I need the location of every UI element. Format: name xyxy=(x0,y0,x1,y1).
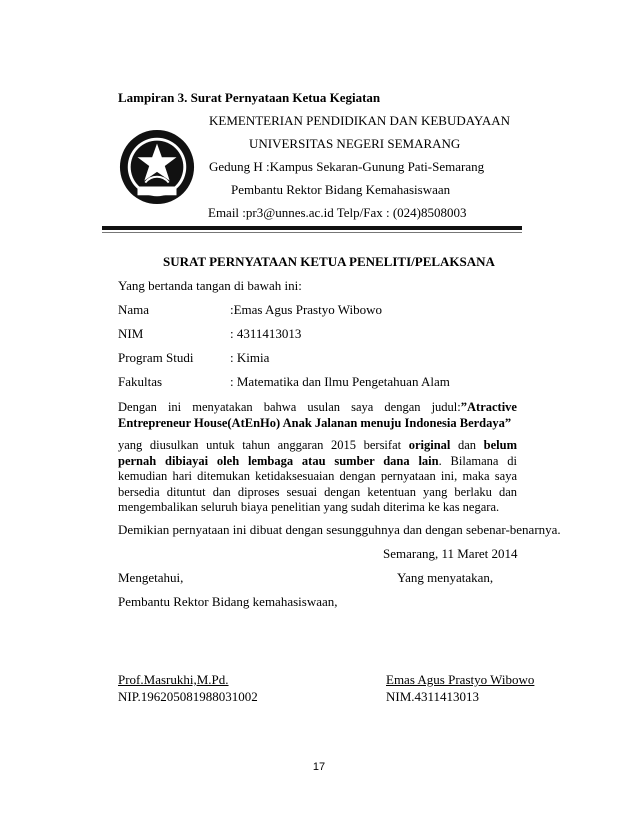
field-value: : Kimia xyxy=(230,350,270,365)
field-label: Fakultas xyxy=(118,374,163,389)
page-number: 17 xyxy=(312,761,326,773)
left-sign-name: Prof.Masrukhi,M.Pd. xyxy=(118,672,229,687)
declaration-emphasis: original xyxy=(408,438,451,452)
place-date: Semarang, 11 Maret 2014 xyxy=(383,546,518,561)
contact-info: Email :pr3@unnes.ac.id Telp/Fax : (024)8508003 xyxy=(208,205,467,220)
attachment-title: Lampiran 3. Surat Pernyataan Ketua Kegiatan xyxy=(118,90,381,105)
letter-title: SURAT PERNYATAAN KETUA PENELITI/PELAKSANA xyxy=(163,254,495,269)
university-name: UNIVERSITAS NEGERI SEMARANG xyxy=(249,136,461,151)
statement-text: Dengan ini menyatakan bahwa usulan saya dengan judul: xyxy=(118,400,461,414)
statement-paragraph xyxy=(118,400,517,431)
proposal-title: ”Atractive Entrepreneur House(AtEnHo) Anak Jalanan menuju Indonesia Berdaya” xyxy=(118,400,517,430)
declaration-text: dan xyxy=(450,438,484,452)
university-logo xyxy=(118,128,196,206)
right-sign-label: Yang menyatakan, xyxy=(397,570,494,585)
declaration-emphasis: belum pernah dibiayai oleh lembaga atau sumber dana lain xyxy=(118,438,517,468)
right-sign-id: NIM.4311413013 xyxy=(386,689,480,704)
intro-text: Yang bertanda tangan di bawah ini: xyxy=(118,278,302,293)
declaration-paragraph xyxy=(118,438,517,516)
field-label: Nama xyxy=(118,302,150,317)
field-label: NIM xyxy=(118,326,144,341)
field-label: Program Studi xyxy=(118,350,194,365)
left-sign-id: NIP.196205081988031002 xyxy=(118,689,258,704)
field-value: :Emas Agus Prastyo Wibowo xyxy=(230,302,382,317)
left-sign-label: Mengetahui, xyxy=(118,570,184,585)
right-sign-name: Emas Agus Prastyo Wibowo xyxy=(386,672,535,687)
field-value: : Matematika dan Ilmu Pengetahuan Alam xyxy=(230,374,450,389)
university-address: Gedung H :Kampus Sekaran-Gunung Pati-Semarang xyxy=(209,159,485,174)
ministry-name: KEMENTERIAN PENDIDIKAN DAN KEBUDAYAAN xyxy=(209,113,511,128)
declaration-text: yang diusulkan untuk tahun anggaran 2015 bersifat xyxy=(118,438,409,452)
header-divider-thin xyxy=(102,232,522,233)
field-value: : 4311413013 xyxy=(230,326,302,341)
header-divider xyxy=(102,226,522,230)
closing-statement: Demikian pernyataan ini dibuat dengan sesungguhnya dan dengan sebenar-benarnya. xyxy=(118,522,561,537)
left-sign-role: Pembantu Rektor Bidang kemahasiswaan, xyxy=(118,594,338,609)
office-name: Pembantu Rektor Bidang Kemahasiswaan xyxy=(231,182,451,197)
declaration-text: . Bilamana di kemudian hari ditemukan ketidaksesuaian dengan pernyataan ini, maka saya bersedia dituntut dan diproses sesuai dengan ketentuan yang berlaku dan mengembalikan seluruh biaya penelitian yang sudah diterima ke kas negara. xyxy=(118,453,518,514)
